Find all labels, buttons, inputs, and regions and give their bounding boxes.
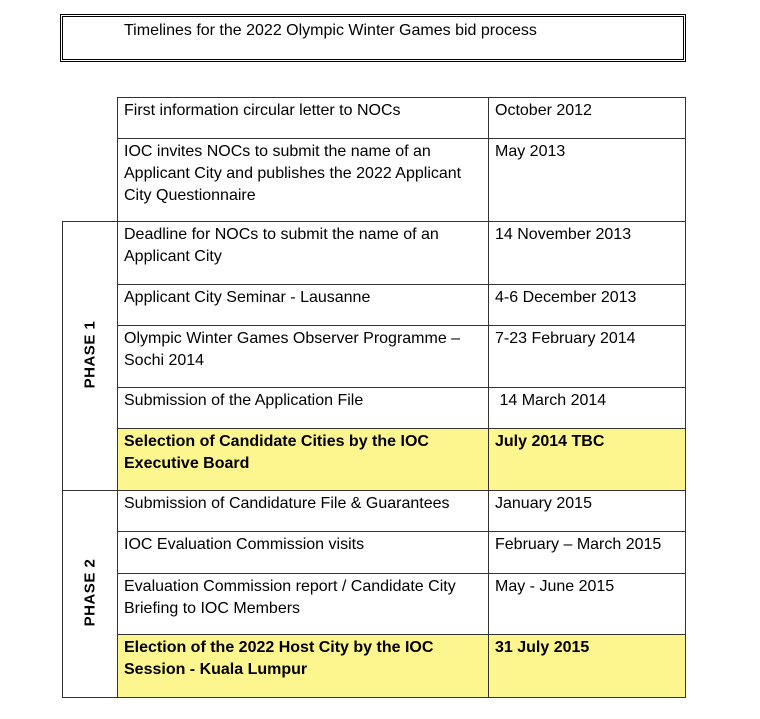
row-divider bbox=[117, 573, 686, 574]
event-cell: Deadline for NOCs to submit the name of an Applicant City bbox=[124, 226, 439, 265]
event-cell: Submission of the Application File bbox=[124, 392, 364, 409]
event-cell: Election of the 2022 Host City by the IOC Session - Kuala Lumpur bbox=[117, 634, 488, 697]
column-divider bbox=[685, 97, 686, 698]
date-cell: 14 November 2013 bbox=[495, 226, 632, 243]
date-cell: May - June 2015 bbox=[495, 578, 615, 595]
row-divider bbox=[117, 221, 686, 222]
row-divider bbox=[117, 634, 686, 635]
row-divider bbox=[117, 284, 686, 285]
column-divider bbox=[62, 221, 63, 697]
date-cell: July 2014 TBC bbox=[488, 428, 685, 490]
date-cell: February – March 2015 bbox=[495, 536, 662, 553]
date-cell: 7-23 February 2014 bbox=[495, 330, 636, 347]
date-cell: 31 July 2015 bbox=[488, 634, 685, 697]
row-divider bbox=[117, 97, 686, 98]
event-cell: Olympic Winter Games Observer Programme – Sochi 2014 bbox=[124, 330, 461, 369]
row-divider bbox=[117, 325, 686, 326]
phase-divider bbox=[62, 697, 117, 698]
row-divider bbox=[117, 697, 686, 698]
event-cell: Submission of Candidature File & Guarantees bbox=[124, 495, 450, 512]
event-cell: Applicant City Seminar - Lausanne bbox=[124, 289, 371, 306]
row-divider bbox=[117, 387, 686, 388]
phase-label: PHASE 2 bbox=[81, 558, 98, 626]
event-cell: Selection of Candidate Cities by the IOC Executive Board bbox=[117, 428, 488, 490]
row-divider bbox=[117, 490, 686, 491]
date-cell: May 2013 bbox=[495, 143, 566, 160]
column-divider bbox=[488, 97, 489, 697]
date-cell: October 2012 bbox=[495, 102, 592, 119]
row-divider bbox=[117, 138, 686, 139]
date-cell: 14 March 2014 bbox=[495, 392, 607, 409]
phase-divider bbox=[62, 490, 117, 491]
page-title: Timelines for the 2022 Olympic Winter Games bid process bbox=[124, 22, 537, 39]
phase-divider bbox=[62, 221, 117, 222]
date-cell: January 2015 bbox=[495, 495, 592, 512]
event-cell: First information circular letter to NOCs bbox=[124, 102, 401, 119]
event-cell: IOC invites NOCs to submit the name of an Applicant City and publishes the 2022 Applicant City Questionnaire bbox=[124, 143, 462, 204]
date-cell: 4-6 December 2013 bbox=[495, 289, 637, 306]
row-divider bbox=[117, 428, 686, 429]
event-cell: Evaluation Commission report / Candidate City Briefing to IOC Members bbox=[124, 578, 456, 617]
row-divider bbox=[117, 531, 686, 532]
event-cell: IOC Evaluation Commission visits bbox=[124, 536, 365, 553]
column-divider bbox=[117, 97, 118, 697]
phase-label: PHASE 1 bbox=[81, 320, 98, 388]
